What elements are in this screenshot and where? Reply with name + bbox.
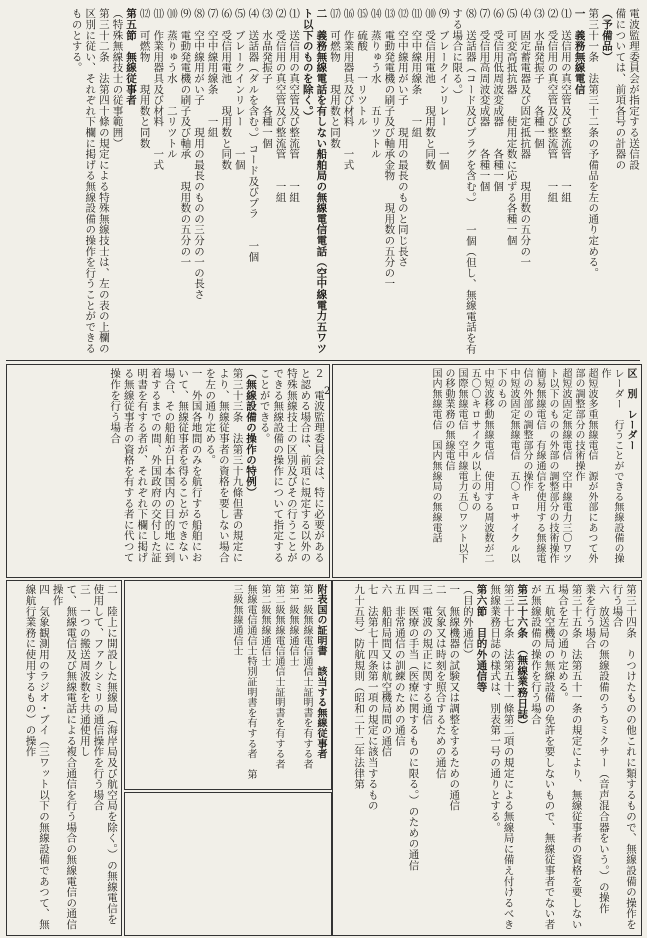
lower-center-section (124, 792, 332, 936)
paragraph: て、無線電信及び無線電話による複合通信を行う場合の無線電信の通信操作 (51, 584, 78, 930)
paragraph: 一 外国各地間のみを航行する船舶において、無線従事者を得ることができない場合、その船舶が日本国内の目的地に到着するまでの間、外国政府の交付した証明書を有する者が、それぞれ下欄に掲げる無線従事者の資格を有する者に代つて操作を行う場合 (109, 368, 203, 563)
text-line: 備については、前項各号の計器の (614, 8, 627, 170)
list-item: ⑺ 受信用高周波変成器 各種一個 (478, 8, 491, 192)
lower-left-text (20, 581, 121, 933)
paragraph: 五 航空機局の無線設備の免許を要しないもので、無線従事者でない者が無線設備の操作を行う場合 (529, 584, 556, 930)
lower-left-section (6, 580, 122, 936)
bottom-right-section (332, 580, 642, 936)
table-row: 超短波多重無線電信 源が外部にあつて外部の調整部分の技術操作 (573, 368, 597, 564)
document-page (6, 4, 640, 934)
item-heading: 一 義務無線電信 (573, 8, 586, 95)
article-32: 第三十二条 法第四十條の規定による特殊無線技士は、左の表の上欄の区別に従い、それぞれ下欄に掲げる無線設備の操作を行うことができるものとする。 (70, 8, 110, 354)
paragraph: ２ 電波監理委員会は、特に必要があると認める場合は、前項に規定する以外の特殊無線技士の区別及びその行うことができる無線設備の操作について指定することができる。 (258, 368, 325, 563)
table-row: 簡易無線電信 有線通信を使用する無線電信の外部の調整部分の操作 (521, 368, 545, 564)
footer-law: 九十五号）防航規則（昭和二十二年法律第 (353, 584, 366, 790)
list-item: 四 医療の手当（医療に関するものに限る。）のための通信 (407, 584, 420, 871)
list-item: ⒁ 蒸りゅう水 五リツトル (369, 8, 382, 160)
list-item: ⑾ 空中線用線条 一組 (410, 8, 423, 138)
list-item: ⑻ 空中線用がい子 現用の最長のものの三分の一の長さ (193, 8, 205, 300)
middle-text (104, 365, 330, 575)
list-item: ⒃ 作業用器具及び材料 一式 (342, 8, 355, 170)
bottom-right-text (348, 581, 641, 933)
list-item: ⑹ 受信用低周波変成器 各種一個 (492, 8, 505, 192)
paragraph: 六 放送局の無線設備のうちミクサー（音声混合器をいう。）の操作 (597, 584, 610, 914)
certificate-table (124, 580, 332, 790)
paragraph: 三 一つの搬送周波数を共通使用し (78, 584, 91, 757)
table-row: レーダー 行うことができる無線設備の操作 (599, 368, 623, 564)
article-37: 第三十七条 法第五十一條第二項の規定による無線局に備え付けるべき無線業務日誌の様式は、別表第一号の通りとする。 (489, 584, 515, 930)
article-33: 第三十三条 法第三十九條但書の規定により、無線従事者の資格を要しない場合を左の通り定める。 (204, 368, 244, 563)
top-side-note (6, 4, 7, 5)
table-row: 超短波固定無線電信 空中線電力三〇ワツト以下のものの外部の調整部分の技術操作 (547, 368, 571, 564)
table-row: 第二級無線電信通信士証明書を有する者 第二級無線通信士 (259, 584, 284, 770)
list-item: 三 電波の規正に関する通信 (421, 584, 434, 725)
list-item: ⑾ 作業用器具及び材料 一式 (152, 8, 165, 170)
list-item: ⑿ 空中線用がい子 現用の最長のものと同じ長さ (396, 8, 409, 268)
list-item: ⑼ 電動発電機の刷子及び軸承 現用数の五分の一 (179, 8, 192, 268)
list-item: 六 船舶局間又は航空機局間の通信 (380, 584, 393, 757)
table-body (425, 365, 641, 575)
list-item: ⑹ 受信用電池 現用数と同数 (220, 8, 233, 170)
paragraph: 業を行う場合 (584, 584, 597, 649)
paragraph: 四 気象観測用のラジオ・ブイ（三ワット以下の無線設備であつて、無線航行業務に使用するもの）の操作 (24, 584, 51, 930)
subheading: （目的外通信） (461, 584, 474, 660)
article-35: 第三十五条 法第五十一条の規定により、無線従事者の資格を要しない場合を左の通り定める。 (557, 584, 583, 930)
list-item: ⒄ 可燃物 現用数と同数 (328, 8, 341, 149)
list-item: ⑶ 水晶発振子 各種一個 (260, 8, 273, 149)
list-item: ⑴ 送信用の真空管及び整流管 一組 (560, 8, 573, 203)
subheading: （特殊無線技士の従事範囲） (111, 8, 124, 149)
list-item: ⑶ 水晶発振子 各種一個 (532, 8, 545, 149)
table-row: 中短波移動無線電信 使用する周波数が二五〇〇キロサイクル以上のもの (469, 368, 493, 564)
paragraph: 二 陸上に開設した無線局（海岸局及び航空局を除く。）の無線電信を使用して、ファクシミリの通信操作を行う場合 (92, 584, 118, 925)
list-item: ⑽ 受信用電池 現用数と同数 (424, 8, 437, 170)
list-item: ⑴ 送信用の真空管及び整流管 一組 (288, 8, 301, 203)
item-heading: 二 義務無線電話を有しない船舶局の無線電信電話（空中線電力五ワツト以下のものを除く。） (301, 8, 328, 354)
list-item: ⑷ 固定蓄電器及び固定抵抗器 現用数の五分の一 (519, 8, 532, 268)
top-section (6, 4, 640, 361)
table-header: 区 別 レーダー (625, 368, 636, 451)
list-item: 二 気象又は時刻を照合するための通信 (434, 584, 447, 779)
list-item: ⑷ 送話器（ダルを含む。）コード及びプラ 一個 (247, 8, 260, 262)
article-31: 第三十一条 法第三十二条の予備品を左の通り定める。 (587, 8, 600, 278)
list-item: 一 無線機器の試験又は調整をするための通信 (448, 584, 461, 811)
paragraph: 第三十四条 りつけたものの他これに類するもので、無線設備の操作を行う場合 (611, 584, 637, 930)
subheading: （無線設備の操作の特例） (245, 368, 258, 498)
list-item: 七 法第七十四条第一項の規定に該当するもの (366, 584, 379, 811)
page-number: 2 (324, 386, 331, 397)
table-row: 中短波固定無線電信 五〇キロサイクル以下のもの (495, 368, 519, 564)
list-item: ⑿ 可燃物 現用数と同数 (138, 8, 151, 149)
list-item: ⑵ 受信用の真空管及び整流管 一組 (546, 8, 559, 203)
table-header: 附表国の証明書 該当する無線従事者 (315, 584, 326, 760)
table-row: 無線電信通信士特別証明書を有する者 第三級無線通信士 (231, 584, 256, 780)
middle-section (6, 364, 330, 578)
list-item: ⑼ ブレークインリレー 一個 (437, 8, 450, 170)
list-item: ⒀ 電動発電機の刷子及び軸承金物 現用数の五分の一 (383, 8, 396, 289)
top-text (6, 4, 640, 354)
list-item: ⑻ 送話器（コード及びプラグを含む。） 一個（但し、無線電話を有する場合に限る。） (451, 8, 477, 354)
section-heading: 第五節 無線従事者 (125, 8, 138, 106)
list-item: ⒂ 硫酸 一リツトル (356, 8, 369, 127)
list-item: ⑸ 可変高抵抗器 使用定数に応ずる各種一個 (505, 8, 518, 246)
cert-table-body (225, 581, 331, 787)
table-row: 国内無線電信 国内無線局の無線電話 (430, 368, 441, 544)
operator-scope-table (332, 364, 642, 578)
text-line: 電波監理委員会が指定する送信設 (628, 8, 640, 170)
section-heading: 第六節 目的外通信等 (475, 584, 488, 692)
subheading: 第三十六条 （無線業務日誌） (516, 584, 529, 730)
list-item: ⑸ ブレークインリレー 一個 (233, 8, 246, 170)
table-row: 第一級無線電信通信士証明書を有する者 第一級無線通信士 (287, 584, 312, 770)
list-item: ⑵ 受信用の真空管及び整流管 一組 (274, 8, 287, 203)
list-item: ⑽ 蒸りゅう水 二リツトル (165, 8, 178, 160)
table-row: 国際無線電信 空中線電力五〇ワツト以下の移動業務の無線電信 (443, 368, 467, 564)
section-heading: （予備品） (600, 8, 613, 62)
list-item: 五 非常通信の訓練のための通信 (393, 584, 406, 746)
list-item: ⑺ 空中線用線条 一組 (206, 8, 219, 138)
